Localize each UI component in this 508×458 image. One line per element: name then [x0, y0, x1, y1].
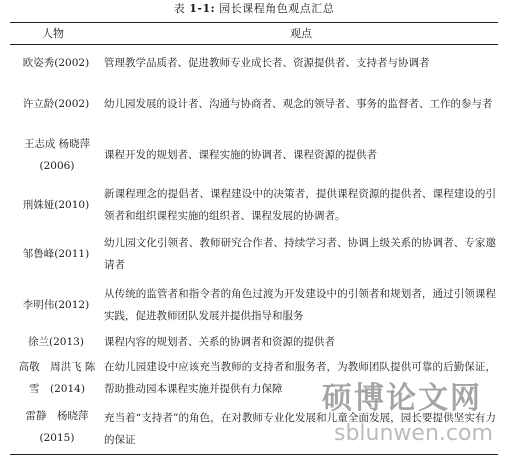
person-cell: 徐兰(2013)	[28, 336, 84, 348]
person-cell: 王志成 杨晓萍 (2006)	[23, 138, 91, 172]
person-cell: 雷静 杨晓萍 (2015)	[25, 410, 89, 444]
caption-prefix: 表	[173, 2, 186, 15]
view-cell: 课程内容的规划者、关系的协调者和资源的提供者	[104, 336, 335, 348]
view-cell: 在幼儿园建设中应该充当教师的支持者和服务者，为教师团队提供可靠的后勤保证，帮助推动园本课程实施并提供有力保障	[104, 361, 496, 395]
person-cell: 高敬 周洪飞 陈雪 (2014)	[18, 361, 96, 395]
caption-title: 园长课程角色观点汇总	[219, 2, 335, 15]
header-person: 人物	[42, 27, 64, 40]
view-cell: 课程开发的规划者、课程实施的协调者、课程资源的提供者	[104, 149, 377, 161]
view-cell: 幼儿园发展的设计者、沟通与协商者、观念的领导者、事务的监督者、工作的参与者	[104, 98, 493, 110]
person-cell: 李明伟(2012)	[22, 299, 90, 311]
person-cell: 邹鲁峰(2011)	[22, 248, 90, 260]
table-header-rule	[10, 44, 498, 45]
table-bottom-rule	[10, 454, 498, 455]
view-cell: 充当着“支持者”的角色，在对教师专业化发展和儿童全面发展，园长要提供坚实有力的保证	[104, 412, 496, 446]
view-cell: 管理教学品质者、促进教师专业成长者、资源提供者、支持者与协调者	[104, 57, 430, 69]
header-view: 观点	[290, 27, 312, 40]
table-caption	[0, 2, 508, 16]
caption-number: 1-1:	[189, 2, 216, 15]
watermark-url: sblunwen.com	[334, 421, 493, 446]
view-cell: 幼儿园文化引领者、教师研究合作者、持续学习者、协调上级关系的协调者、专家邀请者	[104, 237, 496, 271]
person-cell: 刑姝娅(2010)	[22, 199, 90, 211]
watermark-logo-text: 硕博论文网	[322, 381, 482, 416]
view-cell: 从传统的监管者和指令者的角色过渡为开发建设中的引领者和规划者，通过引领课程实践，促进教师团队发展并提供指导和服务	[104, 288, 496, 322]
person-cell: 欧姿秀(2002)	[22, 57, 90, 69]
view-cell: 新课程理念的提倡者、课程建设中的决策者，提供课程资源的提供者、课程建设的引领者和组织课程实施的组织者、课程发展的协调者。	[104, 188, 496, 222]
person-cell: 许立龄(2002)	[22, 98, 90, 110]
